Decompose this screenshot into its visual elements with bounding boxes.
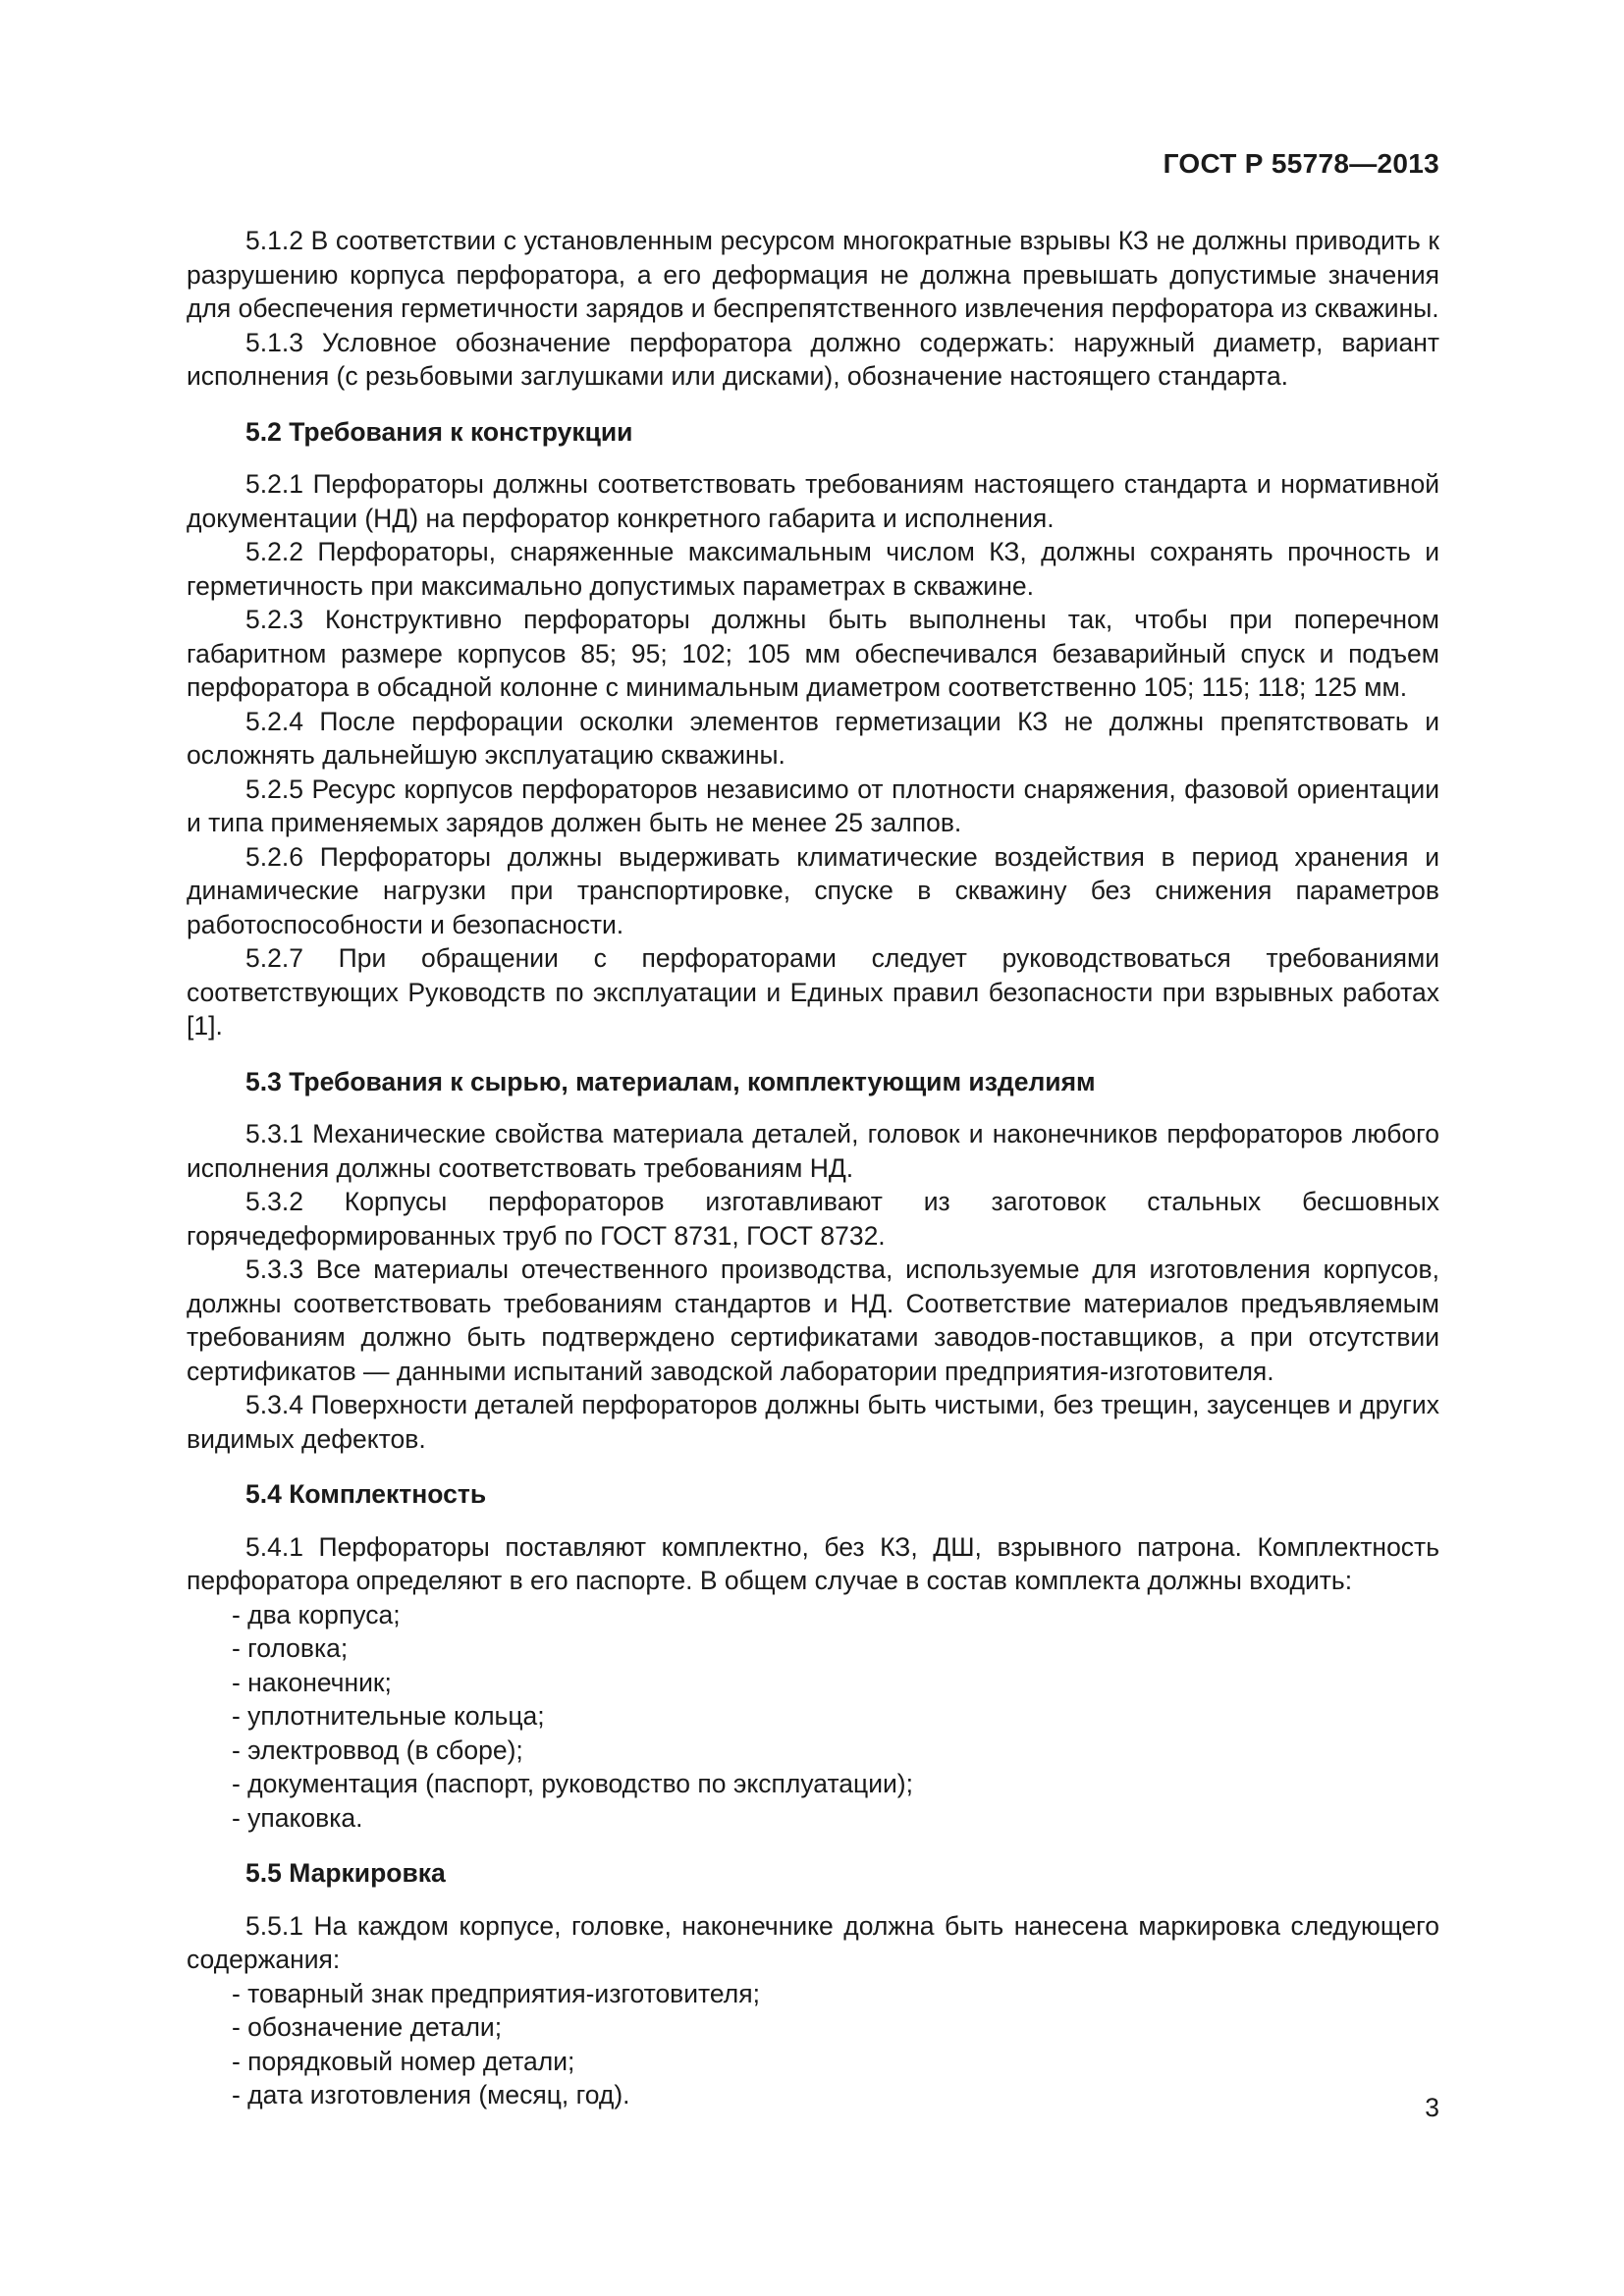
paragraph-5-2-5: 5.2.5 Ресурс корпусов перфораторов независимо от плотности снаряжения, фазовой ориентации и типа применяемых зарядов должен быть не менее 25 залпов. bbox=[187, 774, 1439, 837]
paragraph-5-3-1: 5.3.1 Механические свойства материала деталей, головок и наконечников перфораторов любого исполнения должны соответствовать требованиям НД. bbox=[187, 1119, 1439, 1183]
paragraph-5-3-4: 5.3.4 Поверхности деталей перфораторов должны быть чистыми, без трещин, заусенцев и других видимых дефектов. bbox=[187, 1390, 1439, 1454]
marking-list bbox=[187, 1977, 1439, 2112]
paragraph-5-2-6: 5.2.6 Перфораторы должны выдерживать климатические воздействия в период хранения и динамические нагрузки при транспортировке, спуске в скважину без снижения параметров работоспособности и безопасности. bbox=[187, 841, 1439, 939]
paragraph-5-2-7: 5.2.7 При обращении с перфораторами следует руководствоваться требованиями соответствующих Руководств по эксплуатации и Единых правил безопасности при взрывных работах [1]. bbox=[187, 943, 1439, 1041]
section-title-5-2: 5.2 Требования к конструкции bbox=[245, 416, 633, 447]
document-body bbox=[187, 224, 1439, 2112]
section-title-5-3: 5.3 Требования к сырью, материалам, комплектующим изделиям bbox=[245, 1066, 1096, 1096]
list-item: - порядковый номер детали; bbox=[232, 2046, 575, 2076]
page-number: 3 bbox=[1425, 2093, 1439, 2122]
list-item: - электроввод (в сборе); bbox=[232, 1735, 523, 1765]
list-item: - два корпуса; bbox=[232, 1599, 401, 1629]
section-title-5-4: 5.4 Комплектность bbox=[245, 1479, 487, 1509]
document-header: ГОСТ Р 55778—2013 bbox=[1163, 148, 1439, 179]
paragraph-5-4-1: 5.4.1 Перфораторы поставляют комплектно, без КЗ, ДШ, взрывного патрона. Комплектность перфоратора определяют в его паспорте. В общем случае в состав комплекта должны входить: bbox=[187, 1531, 1439, 1595]
paragraph-5-2-4: 5.2.4 После перфорации осколки элементов герметизации КЗ не должны препятствовать и осложнять дальнейшую эксплуатацию скважины. bbox=[187, 706, 1439, 770]
list-item: - уплотнительные кольца; bbox=[232, 1701, 545, 1731]
list-item: - головка; bbox=[232, 1633, 349, 1663]
list-item: - товарный знак предприятия-изготовителя; bbox=[232, 1978, 760, 2008]
list-item: - наконечник; bbox=[232, 1667, 392, 1697]
paragraph-5-5-1: 5.5.1 На каждом корпусе, головке, наконечнике должна быть нанесена маркировка следующего содержания: bbox=[187, 1910, 1439, 1974]
paragraph-5-2-3: 5.2.3 Конструктивно перфораторы должны быть выполнены так, чтобы при поперечном габаритном размере корпусов 85; 95; 102; 105 мм обеспечивался безаварийный спуск и подъем перфоратора в обсадной колонне с минимальным диаметром соответственно 105; 115; 118; 125 мм. bbox=[187, 605, 1439, 702]
paragraph-5-2-1: 5.2.1 Перфораторы должны соответствовать требованиям настоящего стандарта и нормативной документации (НД) на перфоратор конкретного габарита и исполнения. bbox=[187, 469, 1439, 533]
list-item: - обозначение детали; bbox=[232, 2012, 503, 2042]
paragraph-5-1-3: 5.1.3 Условное обозначение перфоратора должно содержать: наружный диаметр, вариант исполнения (с резьбовыми заглушками или дисками), обозначение настоящего стандарта. bbox=[187, 327, 1439, 391]
list-item: - упаковка. bbox=[232, 1802, 363, 1833]
section-title-5-5: 5.5 Маркировка bbox=[245, 1858, 446, 1888]
paragraph-5-3-2: 5.3.2 Корпусы перфораторов изготавливают из заготовок стальных бесшовных горячедеформированных труб по ГОСТ 8731, ГОСТ 8732. bbox=[187, 1187, 1439, 1251]
list-item: - дата изготовления (месяц, год). bbox=[232, 2080, 630, 2109]
paragraph-5-1-2: 5.1.2 В соответствии с установленным ресурсом многократные взрывы КЗ не должны приводить к разрушению корпуса перфоратора, а его деформация не должна превышать допустимые значения для обеспечения герметичности зарядов и беспрепятственного извлечения перфоратора из скважины. bbox=[187, 226, 1439, 323]
completeness-list bbox=[187, 1598, 1439, 1836]
list-item: - документация (паспорт, руководство по эксплуатации); bbox=[232, 1769, 913, 1798]
paragraph-5-2-2: 5.2.2 Перфораторы, снаряженные максимальным числом КЗ, должны сохранять прочность и герметичность при максимально допустимых параметрах в скважине. bbox=[187, 537, 1439, 601]
paragraph-5-3-3: 5.3.3 Все материалы отечественного производства, используемые для изготовления корпусов, должны соответствовать требованиям стандартов и НД. Соответствие материалов предъявляемым требованиям должно быть подтверждено сертификатами заводов-поставщиков, а при отсутствии сертификатов — данными испытаний заводской лаборатории предприятия-изготовителя. bbox=[187, 1255, 1439, 1386]
